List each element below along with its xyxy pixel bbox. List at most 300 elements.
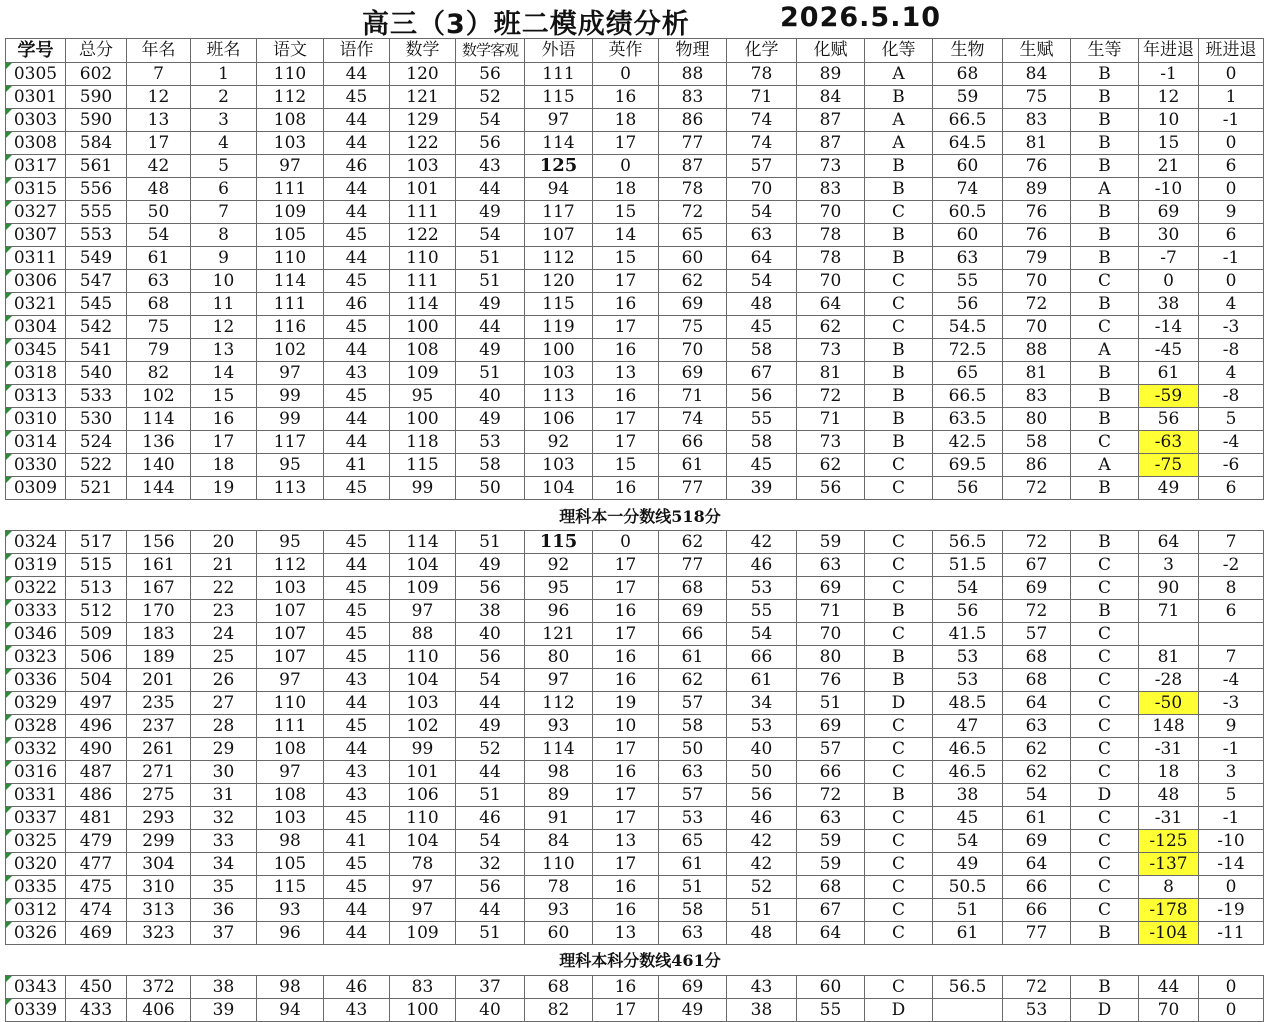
cell-biology: 66.5 <box>933 109 1003 132</box>
cell-bio-grade: C <box>1071 807 1139 830</box>
cell-chinese-essay: 43 <box>324 784 390 807</box>
cell-foreign-lang: 100 <box>525 339 593 362</box>
cell-math-objective: 56 <box>456 646 525 669</box>
cell-chem-scaled: 59 <box>797 531 865 554</box>
cell-english-essay: 16 <box>593 385 659 408</box>
cell-chemistry: 74 <box>727 132 797 155</box>
cell-class-rank-change: -8 <box>1199 385 1264 408</box>
cell-chemistry: 71 <box>727 86 797 109</box>
cell-chinese-essay: 44 <box>324 431 390 454</box>
cell-chem-grade: A <box>865 63 933 86</box>
cell-chinese: 97 <box>257 155 324 178</box>
cell-physics: 78 <box>659 178 727 201</box>
cell-chem-scaled: 67 <box>797 899 865 922</box>
cell-chinese: 99 <box>257 385 324 408</box>
cell-grade-rank-change: -137 <box>1139 853 1199 876</box>
table-row <box>6 715 1264 738</box>
cell-grade-rank-change: -14 <box>1139 316 1199 339</box>
cell-math: 129 <box>390 109 456 132</box>
cell-physics: 69 <box>659 600 727 623</box>
score-table-section-3 <box>5 975 1264 1022</box>
cell-chem-grade: B <box>865 408 933 431</box>
header-physics: 物理 <box>659 39 727 63</box>
cell-chinese: 105 <box>257 853 324 876</box>
cell-english-essay: 15 <box>593 201 659 224</box>
cell-class-rank: 3 <box>191 109 257 132</box>
cell-math: 97 <box>390 600 456 623</box>
cell-total: 584 <box>66 132 127 155</box>
cell-student-id: 0317 <box>6 155 66 178</box>
cell-foreign-lang: 121 <box>525 623 593 646</box>
cell-student-id: 0306 <box>6 270 66 293</box>
header-chem-grade: 化等 <box>865 39 933 63</box>
cell-chemistry: 54 <box>727 623 797 646</box>
header-chinese-essay: 语作 <box>324 39 390 63</box>
cell-grade-rank: 140 <box>127 454 191 477</box>
cell-math-objective: 54 <box>456 669 525 692</box>
cell-math: 100 <box>390 408 456 431</box>
cell-chinese: 117 <box>257 431 324 454</box>
score-table-section-2 <box>5 530 1264 945</box>
cell-chinese-essay: 45 <box>324 577 390 600</box>
cell-total: 469 <box>66 922 127 945</box>
cell-math: 100 <box>390 316 456 339</box>
cell-physics: 75 <box>659 316 727 339</box>
cell-bio-grade: C <box>1071 646 1139 669</box>
cell-chinese-essay: 44 <box>324 408 390 431</box>
cell-grade-rank-change: -10 <box>1139 178 1199 201</box>
cell-chinese-essay: 44 <box>324 339 390 362</box>
cell-grade-rank: 275 <box>127 784 191 807</box>
cell-physics: 58 <box>659 715 727 738</box>
cell-chem-grade: B <box>865 362 933 385</box>
cell-grade-rank-change: -31 <box>1139 738 1199 761</box>
cell-bio-scaled: 86 <box>1003 454 1071 477</box>
cell-math: 122 <box>390 132 456 155</box>
cell-grade-rank: 61 <box>127 247 191 270</box>
cell-physics: 69 <box>659 293 727 316</box>
cell-chem-scaled: 64 <box>797 293 865 316</box>
cell-class-rank: 14 <box>191 362 257 385</box>
cell-physics: 53 <box>659 807 727 830</box>
cell-chem-scaled: 89 <box>797 63 865 86</box>
cell-chem-grade: C <box>865 577 933 600</box>
cell-math: 99 <box>390 738 456 761</box>
cell-grade-rank: 310 <box>127 876 191 899</box>
cell-chem-scaled: 59 <box>797 853 865 876</box>
cell-chem-grade: A <box>865 109 933 132</box>
cell-physics: 57 <box>659 784 727 807</box>
cell-math: 101 <box>390 761 456 784</box>
cell-chinese-essay: 43 <box>324 669 390 692</box>
cell-english-essay: 16 <box>593 600 659 623</box>
cell-bio-scaled: 75 <box>1003 86 1071 109</box>
cell-grade-rank: 12 <box>127 86 191 109</box>
cell-chem-scaled: 73 <box>797 339 865 362</box>
cell-chem-grade: C <box>865 876 933 899</box>
cell-chem-grade: B <box>865 385 933 408</box>
cell-chinese-essay: 44 <box>324 109 390 132</box>
cell-grade-rank-change: 81 <box>1139 646 1199 669</box>
cell-bio-scaled: 79 <box>1003 247 1071 270</box>
cell-chemistry: 53 <box>727 577 797 600</box>
cell-class-rank-change: 9 <box>1199 201 1264 224</box>
cell-foreign-lang: 78 <box>525 876 593 899</box>
header-row <box>6 39 1264 63</box>
cell-chinese: 102 <box>257 339 324 362</box>
cell-chem-scaled: 81 <box>797 362 865 385</box>
cell-english-essay: 10 <box>593 715 659 738</box>
cell-grade-rank-change: 15 <box>1139 132 1199 155</box>
cell-total: 513 <box>66 577 127 600</box>
cell-physics: 60 <box>659 247 727 270</box>
cell-english-essay: 17 <box>593 408 659 431</box>
cell-bio-grade: C <box>1071 577 1139 600</box>
cell-chemistry: 51 <box>727 899 797 922</box>
cell-total: 555 <box>66 201 127 224</box>
table-row <box>6 531 1264 554</box>
cell-grade-rank-change: 90 <box>1139 577 1199 600</box>
cell-class-rank: 15 <box>191 385 257 408</box>
cell-chemistry: 55 <box>727 600 797 623</box>
cell-chem-grade: C <box>865 830 933 853</box>
cell-grade-rank-change: -178 <box>1139 899 1199 922</box>
cell-student-id: 0339 <box>6 999 66 1022</box>
cell-chem-grade: C <box>865 293 933 316</box>
header-bio-grade: 生等 <box>1071 39 1139 63</box>
cell-chemistry: 63 <box>727 224 797 247</box>
cell-biology: 48.5 <box>933 692 1003 715</box>
cell-student-id: 0346 <box>6 623 66 646</box>
cell-grade-rank: 304 <box>127 853 191 876</box>
cell-english-essay: 16 <box>593 86 659 109</box>
cell-bio-scaled: 66 <box>1003 876 1071 899</box>
cell-chem-scaled: 64 <box>797 922 865 945</box>
cell-foreign-lang: 98 <box>525 761 593 784</box>
cell-grade-rank-change: 3 <box>1139 554 1199 577</box>
cell-chinese: 108 <box>257 738 324 761</box>
header-math: 数学 <box>390 39 456 63</box>
cell-biology: 60 <box>933 155 1003 178</box>
cell-chinese-essay: 44 <box>324 201 390 224</box>
cell-total: 522 <box>66 454 127 477</box>
cell-math-objective: 44 <box>456 316 525 339</box>
cell-class-rank: 11 <box>191 293 257 316</box>
cell-math: 110 <box>390 807 456 830</box>
cell-math: 101 <box>390 178 456 201</box>
cell-physics: 62 <box>659 270 727 293</box>
cell-english-essay: 16 <box>593 876 659 899</box>
cell-class-rank-change: 6 <box>1199 600 1264 623</box>
cell-bio-grade: B <box>1071 63 1139 86</box>
cell-student-id: 0325 <box>6 830 66 853</box>
cell-math-objective: 58 <box>456 454 525 477</box>
cell-chinese: 109 <box>257 201 324 224</box>
cell-chem-grade: C <box>865 715 933 738</box>
cell-math: 97 <box>390 876 456 899</box>
cell-foreign-lang: 93 <box>525 715 593 738</box>
cell-chemistry: 58 <box>727 431 797 454</box>
cell-chem-scaled: 73 <box>797 155 865 178</box>
cell-student-id: 0324 <box>6 531 66 554</box>
cell-chinese-essay: 44 <box>324 922 390 945</box>
cell-grade-rank: 299 <box>127 830 191 853</box>
cell-bio-scaled: 68 <box>1003 669 1071 692</box>
cell-class-rank-change: -3 <box>1199 316 1264 339</box>
cell-math-objective: 54 <box>456 830 525 853</box>
cell-chinese-essay: 44 <box>324 247 390 270</box>
cell-class-rank: 24 <box>191 623 257 646</box>
cell-biology: 55 <box>933 270 1003 293</box>
cell-class-rank: 39 <box>191 999 257 1022</box>
cell-math-objective: 51 <box>456 362 525 385</box>
cell-chemistry: 56 <box>727 784 797 807</box>
cell-math: 88 <box>390 623 456 646</box>
cell-student-id: 0305 <box>6 63 66 86</box>
cell-math: 121 <box>390 86 456 109</box>
cell-chem-grade: B <box>865 669 933 692</box>
cell-chinese: 97 <box>257 669 324 692</box>
sheet-title: 高三（3）班二模成绩分析 <box>362 9 690 40</box>
cell-class-rank-change: -3 <box>1199 692 1264 715</box>
cell-chem-scaled: 72 <box>797 385 865 408</box>
cell-grade-rank: 79 <box>127 339 191 362</box>
cell-math-objective: 49 <box>456 715 525 738</box>
cell-math-objective: 56 <box>456 876 525 899</box>
cell-chem-scaled: 87 <box>797 132 865 155</box>
cell-biology: 66.5 <box>933 385 1003 408</box>
header-math-objective: 数学客观 <box>456 39 525 63</box>
sheet-date: 2026.5.10 <box>780 2 942 33</box>
cell-bio-scaled: 77 <box>1003 922 1071 945</box>
cell-chemistry: 43 <box>727 976 797 999</box>
cell-bio-scaled: 53 <box>1003 999 1071 1022</box>
cell-grade-rank-change: 44 <box>1139 976 1199 999</box>
cell-foreign-lang: 114 <box>525 738 593 761</box>
title-bar <box>0 0 1280 40</box>
cell-student-id: 0327 <box>6 201 66 224</box>
cell-bio-grade: B <box>1071 922 1139 945</box>
cell-chem-grade: C <box>865 477 933 500</box>
cell-math: 99 <box>390 477 456 500</box>
cell-english-essay: 0 <box>593 531 659 554</box>
cell-english-essay: 18 <box>593 109 659 132</box>
table-row <box>6 692 1264 715</box>
cell-chinese-essay: 45 <box>324 477 390 500</box>
cell-math: 95 <box>390 385 456 408</box>
cell-class-rank: 8 <box>191 224 257 247</box>
cell-bio-scaled: 64 <box>1003 853 1071 876</box>
cell-grade-rank-change: 70 <box>1139 999 1199 1022</box>
cell-chinese-essay: 44 <box>324 899 390 922</box>
cell-chinese: 107 <box>257 623 324 646</box>
cell-physics: 50 <box>659 738 727 761</box>
cell-biology <box>933 999 1003 1022</box>
cell-class-rank: 13 <box>191 339 257 362</box>
cell-biology: 64.5 <box>933 132 1003 155</box>
cell-biology: 46.5 <box>933 761 1003 784</box>
cell-total: 512 <box>66 600 127 623</box>
cell-grade-rank-change: -45 <box>1139 339 1199 362</box>
cell-biology: 42.5 <box>933 431 1003 454</box>
cell-foreign-lang: 95 <box>525 577 593 600</box>
cell-foreign-lang: 112 <box>525 692 593 715</box>
cell-foreign-lang: 80 <box>525 646 593 669</box>
cell-chem-grade: B <box>865 431 933 454</box>
cell-english-essay: 16 <box>593 899 659 922</box>
cutoff-line-label: 理科本科分数线461分 <box>559 951 721 970</box>
cell-math: 114 <box>390 531 456 554</box>
cell-bio-grade: B <box>1071 976 1139 999</box>
cell-total: 590 <box>66 86 127 109</box>
cell-bio-grade: B <box>1071 109 1139 132</box>
cell-physics: 77 <box>659 477 727 500</box>
cell-english-essay: 17 <box>593 554 659 577</box>
cell-bio-scaled: 69 <box>1003 830 1071 853</box>
cell-student-id: 0328 <box>6 715 66 738</box>
cell-chemistry: 52 <box>727 876 797 899</box>
cell-student-id: 0314 <box>6 431 66 454</box>
cell-grade-rank: 156 <box>127 531 191 554</box>
cell-biology: 56.5 <box>933 976 1003 999</box>
table-row <box>6 646 1264 669</box>
cell-grade-rank: 261 <box>127 738 191 761</box>
table-row <box>6 247 1264 270</box>
cell-biology: 50.5 <box>933 876 1003 899</box>
cell-grade-rank: 313 <box>127 899 191 922</box>
cell-chemistry: 58 <box>727 339 797 362</box>
cell-total: 556 <box>66 178 127 201</box>
cell-chinese: 114 <box>257 270 324 293</box>
cell-student-id: 0313 <box>6 385 66 408</box>
cell-class-rank-change: 0 <box>1199 270 1264 293</box>
cell-chinese: 98 <box>257 976 324 999</box>
cell-math: 111 <box>390 270 456 293</box>
cell-chem-scaled: 70 <box>797 623 865 646</box>
cell-chinese-essay: 45 <box>324 646 390 669</box>
cell-student-id: 0337 <box>6 807 66 830</box>
cell-english-essay: 0 <box>593 63 659 86</box>
score-table-section-1 <box>5 38 1264 500</box>
cell-chemistry: 42 <box>727 830 797 853</box>
cell-student-id: 0316 <box>6 761 66 784</box>
cell-foreign-lang: 103 <box>525 454 593 477</box>
cell-total: 524 <box>66 431 127 454</box>
cell-physics: 62 <box>659 669 727 692</box>
cell-chinese: 111 <box>257 715 324 738</box>
cell-class-rank-change: -4 <box>1199 431 1264 454</box>
cell-math: 115 <box>390 454 456 477</box>
cell-grade-rank: 17 <box>127 132 191 155</box>
cell-student-id: 0321 <box>6 293 66 316</box>
cell-chem-grade: C <box>865 899 933 922</box>
cell-class-rank-change: 0 <box>1199 999 1264 1022</box>
cell-total: 602 <box>66 63 127 86</box>
cell-chem-scaled: 51 <box>797 692 865 715</box>
cell-grade-rank: 102 <box>127 385 191 408</box>
cell-chem-scaled: 62 <box>797 454 865 477</box>
header-chemistry: 化学 <box>727 39 797 63</box>
cell-chinese-essay: 45 <box>324 600 390 623</box>
cell-chemistry: 61 <box>727 669 797 692</box>
cell-grade-rank-change: 71 <box>1139 600 1199 623</box>
cell-grade-rank: 7 <box>127 63 191 86</box>
cell-class-rank: 17 <box>191 431 257 454</box>
cell-math: 109 <box>390 922 456 945</box>
cell-student-id: 0329 <box>6 692 66 715</box>
cell-chinese: 110 <box>257 63 324 86</box>
cell-grade-rank: 136 <box>127 431 191 454</box>
cell-grade-rank: 48 <box>127 178 191 201</box>
table-row <box>6 922 1264 945</box>
cell-bio-scaled: 83 <box>1003 385 1071 408</box>
cell-grade-rank-change: -1 <box>1139 63 1199 86</box>
cell-chinese: 115 <box>257 876 324 899</box>
cell-foreign-lang: 111 <box>525 63 593 86</box>
cell-chinese: 105 <box>257 224 324 247</box>
table-row <box>6 554 1264 577</box>
cell-english-essay: 16 <box>593 477 659 500</box>
table-row <box>6 155 1264 178</box>
cell-grade-rank-change: 48 <box>1139 784 1199 807</box>
cell-grade-rank: 323 <box>127 922 191 945</box>
cell-chinese: 107 <box>257 646 324 669</box>
cell-class-rank-change: -2 <box>1199 554 1264 577</box>
cell-math-objective: 40 <box>456 623 525 646</box>
cell-biology: 61 <box>933 922 1003 945</box>
cell-english-essay: 14 <box>593 224 659 247</box>
cell-foreign-lang: 117 <box>525 201 593 224</box>
cell-bio-scaled: 63 <box>1003 715 1071 738</box>
cell-math: 110 <box>390 247 456 270</box>
cell-english-essay: 15 <box>593 247 659 270</box>
cell-foreign-lang: 115 <box>525 293 593 316</box>
cell-chemistry: 54 <box>727 201 797 224</box>
cell-chemistry: 48 <box>727 293 797 316</box>
cell-student-id: 0310 <box>6 408 66 431</box>
cell-bio-scaled: 69 <box>1003 577 1071 600</box>
table-row <box>6 976 1264 999</box>
cell-english-essay: 17 <box>593 577 659 600</box>
cell-chem-grade: B <box>865 86 933 109</box>
table-row <box>6 109 1264 132</box>
cell-chinese-essay: 44 <box>324 738 390 761</box>
cell-grade-rank-change: 10 <box>1139 109 1199 132</box>
cell-chinese-essay: 44 <box>324 554 390 577</box>
cell-physics: 69 <box>659 362 727 385</box>
cell-class-rank: 7 <box>191 201 257 224</box>
cell-grade-rank-change: 148 <box>1139 715 1199 738</box>
cell-class-rank: 25 <box>191 646 257 669</box>
cell-bio-grade: D <box>1071 784 1139 807</box>
cell-class-rank: 2 <box>191 86 257 109</box>
cell-chinese-essay: 44 <box>324 178 390 201</box>
cell-bio-grade: C <box>1071 761 1139 784</box>
table-row <box>6 761 1264 784</box>
cell-total: 509 <box>66 623 127 646</box>
cell-foreign-lang: 89 <box>525 784 593 807</box>
cell-bio-scaled: 83 <box>1003 109 1071 132</box>
cell-chinese-essay: 44 <box>324 63 390 86</box>
cell-biology: 63.5 <box>933 408 1003 431</box>
cell-student-id: 0330 <box>6 454 66 477</box>
cell-foreign-lang: 107 <box>525 224 593 247</box>
cell-english-essay: 16 <box>593 293 659 316</box>
cell-total: 433 <box>66 999 127 1022</box>
table-row <box>6 385 1264 408</box>
cell-bio-grade: B <box>1071 132 1139 155</box>
cell-physics: 72 <box>659 201 727 224</box>
